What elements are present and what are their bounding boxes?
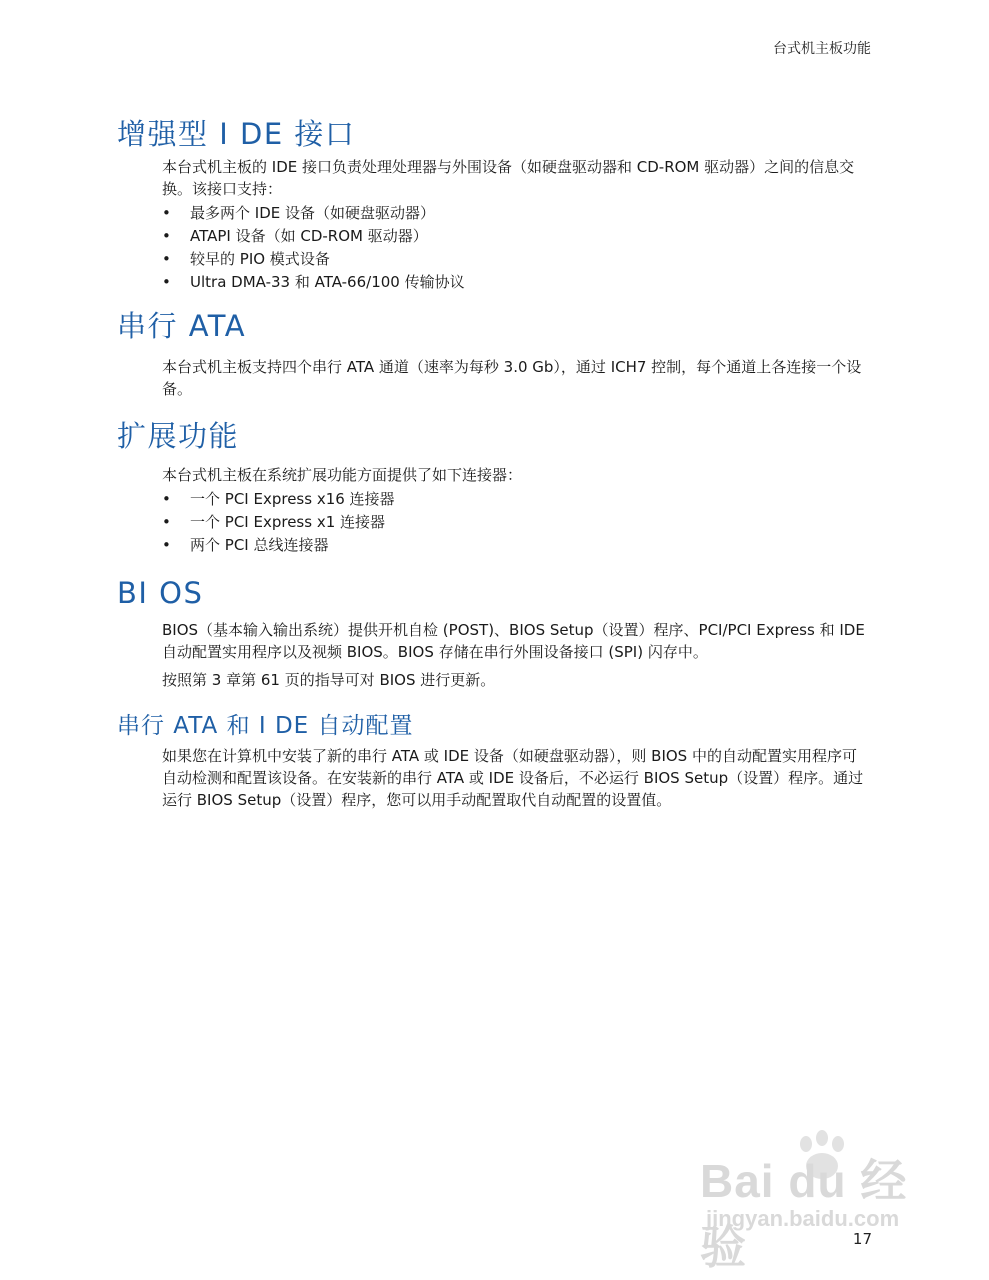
list-item: • 一个 PCI Express x1 连接器 — [162, 511, 867, 534]
bullet-icon: • — [162, 513, 171, 531]
section-body-sata — [162, 356, 867, 400]
bullet-icon: • — [162, 227, 171, 245]
page-number: 17 — [852, 1230, 872, 1248]
bios-paragraph-1: BIOS（基本输入输出系统）提供开机自检 (POST)、BIOS Setup（设置）程序、PCI/PCI Express 和 IDE 自动配置实用程序以及视频 BIOS。BIOS 存储在串行外围设备接口 (SPI) 闪存中。 — [162, 621, 865, 661]
list-item: • 较早的 PIO 模式设备 — [162, 248, 867, 271]
expansion-bullet-list — [162, 488, 867, 557]
expansion-intro: 本台式机主板在系统扩展功能方面提供了如下连接器： — [162, 466, 523, 484]
section-heading-sata: 串行 ATA — [117, 309, 247, 343]
sata-text: 本台式机主板支持四个串行 ATA 通道（速率为每秒 3.0 Gb），通过 ICH7 控制，每个通道上各连接一个设备。 — [162, 358, 862, 398]
ide-intro: 本台式机主板的 IDE 接口负责处理处理器与外围设备（如硬盘驱动器和 CD-ROM 驱动器）之间的信息交换。该接口支持： — [162, 158, 855, 198]
running-header: 台式机主板功能 — [773, 41, 871, 57]
bullet-icon: • — [162, 250, 171, 268]
list-item: • Ultra DMA-33 和 ATA-66/100 传输协议 — [162, 271, 867, 294]
list-item: • 最多两个 IDE 设备（如硬盘驱动器） — [162, 202, 867, 225]
bullet-icon: • — [162, 490, 171, 508]
ide-bullet-list — [162, 202, 867, 294]
baidu-watermark — [700, 1130, 940, 1273]
list-item: • ATAPI 设备（如 CD-ROM 驱动器） — [162, 225, 867, 248]
section-heading-expansion: 扩展功能 — [117, 419, 240, 453]
subsection-heading-autoconfig: 串行 ATA 和 I DE 自动配置 — [117, 713, 414, 739]
bullet-icon: • — [162, 273, 171, 291]
bullet-icon: • — [162, 204, 171, 222]
section-body-expansion — [162, 464, 867, 557]
page-content — [117, 112, 867, 811]
section-body-bios — [162, 619, 867, 691]
autoconfig-text: 如果您在计算机中安装了新的串行 ATA 或 IDE 设备（如硬盘驱动器），则 BIOS 中的自动配置实用程序可自动检测和配置该设备。在安装新的串行 ATA 或 IDE 设备后，不必运行 BIOS Setup（设置）程序。通过运行 BIOS Setup（设置）程序，您可以用手动配置取代自动配置的设置值。 — [162, 747, 864, 809]
watermark-main-text: Bai du 经验 — [700, 1155, 908, 1273]
bullet-icon: • — [162, 536, 171, 554]
watermark-sub-text: jingyan.baidu.com — [706, 1206, 900, 1231]
list-item: • 两个 PCI 总线连接器 — [162, 534, 867, 557]
subsection-body-autoconfig — [162, 745, 867, 811]
section-heading-bios: BI OS — [117, 576, 204, 610]
list-item: • 一个 PCI Express x16 连接器 — [162, 488, 867, 511]
section-body-ide — [162, 156, 867, 294]
bios-paragraph-2: 按照第 3 章第 61 页的指导可对 BIOS 进行更新。 — [162, 671, 496, 689]
section-heading-ide: 增强型 I DE 接口 — [117, 117, 356, 151]
